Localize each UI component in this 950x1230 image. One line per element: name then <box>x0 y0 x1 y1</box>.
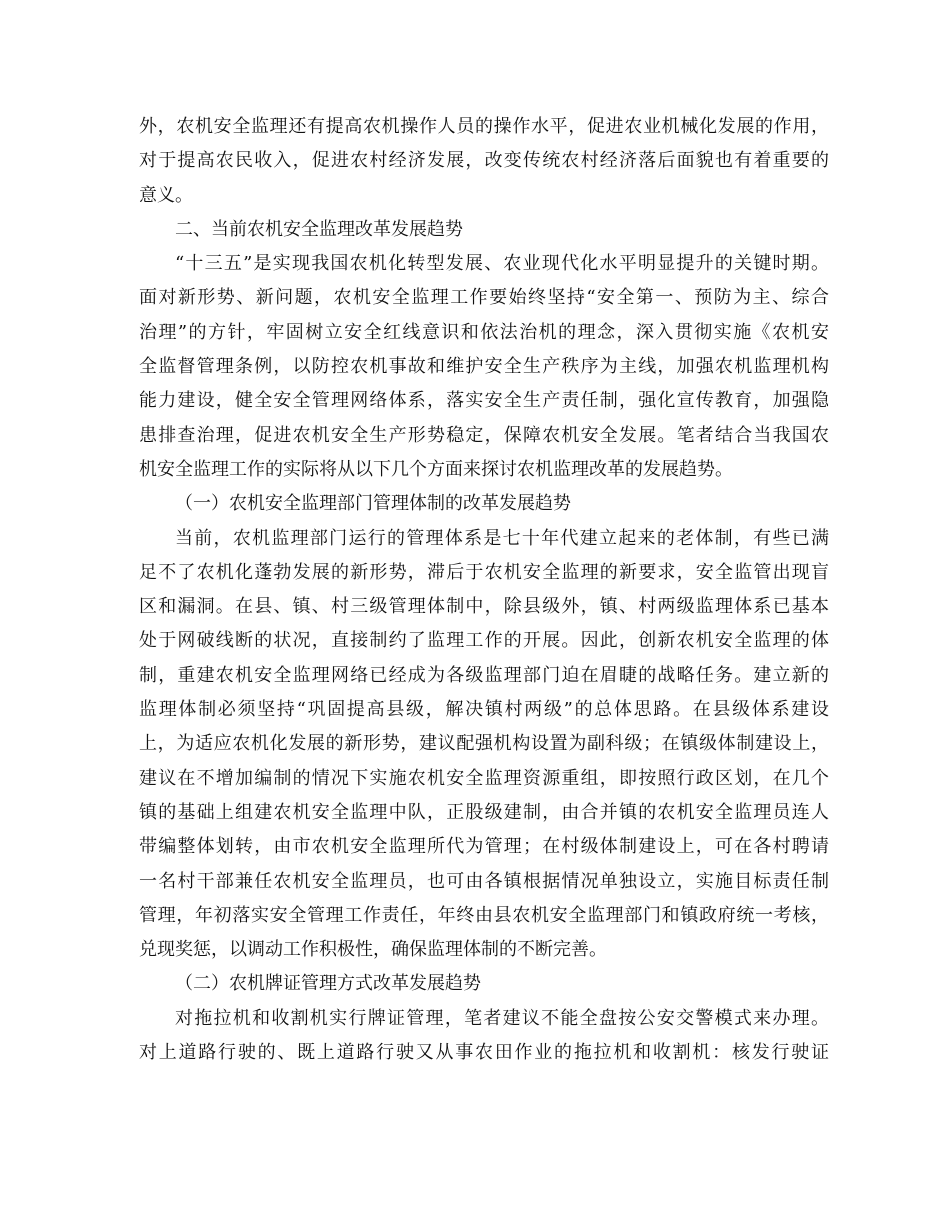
text-line: 外，农机安全监理还有提高农机操作人员的操作水平，促进农业机械化发展的作用， <box>139 116 829 137</box>
subsection-heading: （一）农机安全监理部门管理体制的改革发展趋势 <box>175 493 571 515</box>
text-line: 意义。 <box>139 184 193 206</box>
text-line: 对拖拉机和收割机实行牌证管理，笔者建议不能全盘按公安交警模式来办理。 <box>175 1007 829 1029</box>
text-line: 监理体制必须坚持“巩固提高县级，解决镇村两级”的总体思路。在县级体系建设 <box>139 699 829 721</box>
text-line: 处于网破线断的状况，直接制约了监理工作的开展。因此，创新农机安全监理的体 <box>139 630 829 652</box>
text-line: 能力建设，健全安全管理网络体系，落实安全生产责任制，强化宣传教育，加强隐 <box>139 390 829 412</box>
text-line: 全监督管理条例，以防控农机事故和维护安全生产秩序为主线，加强农机监理机构 <box>139 356 829 378</box>
text-line: “十三五”是实现我国农机化转型发展、农业现代化水平明显提升的关键时期。 <box>175 253 829 275</box>
text-line: 机安全监理工作的实际将从以下几个方面来探讨农机监理改革的发展趋势。 <box>139 458 733 480</box>
text-line: 上，为适应农机化发展的新形势，建议配强机构设置为副科级；在镇级体制建设上， <box>139 733 829 755</box>
text-line: 对上道路行驶的、既上道路行驶又从事农田作业的拖拉机和收割机：核发行驶证 <box>139 1042 829 1064</box>
subsection-heading: （二）农机牌证管理方式改革发展趋势 <box>175 973 481 995</box>
text-line: 面对新形势、新问题，农机安全监理工作要始终坚持“安全第一、预防为主、综合 <box>139 287 829 309</box>
text-line: 对于提高农民收入，促进农村经济发展，改变传统农村经济落后面貌也有着重要的 <box>139 150 829 172</box>
text-line: 足不了农机化蓬勃发展的新形势，滞后于农机安全监理的新要求，安全监管出现盲 <box>139 561 829 583</box>
text-line: 治理”的方针，牢固树立安全红线意识和依法治机的理念，深入贯彻实施《农机安 <box>139 321 829 343</box>
text-line: 一名村干部兼任农机安全监理员，也可由各镇根据情况单独设立，实施目标责任制 <box>139 870 829 892</box>
text-line: 建议在不增加编制的情况下实施农机安全监理资源重组，即按照行政区划，在几个 <box>139 767 829 789</box>
text-line: 患排查治理，促进农机安全生产形势稳定，保障农机安全发展。笔者结合当我国农 <box>139 424 829 446</box>
text-line: 区和漏洞。在县、镇、村三级管理体制中，除县级外，镇、村两级监理体系已基本 <box>139 596 829 618</box>
text-line: 制，重建农机安全监理网络已经成为各级监理部门迫在眉睫的战略任务。建立新的 <box>139 664 829 686</box>
text-line: 镇的基础上组建农机安全监理中队，正股级建制，由合并镇的农机安全监理员连人 <box>139 801 829 823</box>
text-line: 兑现奖惩，以调动工作积极性，确保监理体制的不断完善。 <box>139 939 607 961</box>
text-line: 带编整体划转，由市农机安全监理所代为管理；在村级体制建设上，可在各村聘请 <box>139 836 829 858</box>
body-text <box>139 110 829 1070</box>
text-line: 管理，年初落实安全管理工作责任，年终由县农机安全监理部门和镇政府统一考核， <box>139 904 829 926</box>
section-heading: 二、当前农机安全监理改革发展趋势 <box>175 218 463 240</box>
text-line: 当前，农机监理部门运行的管理体系是七十年代建立起来的老体制，有些已满 <box>175 527 829 549</box>
